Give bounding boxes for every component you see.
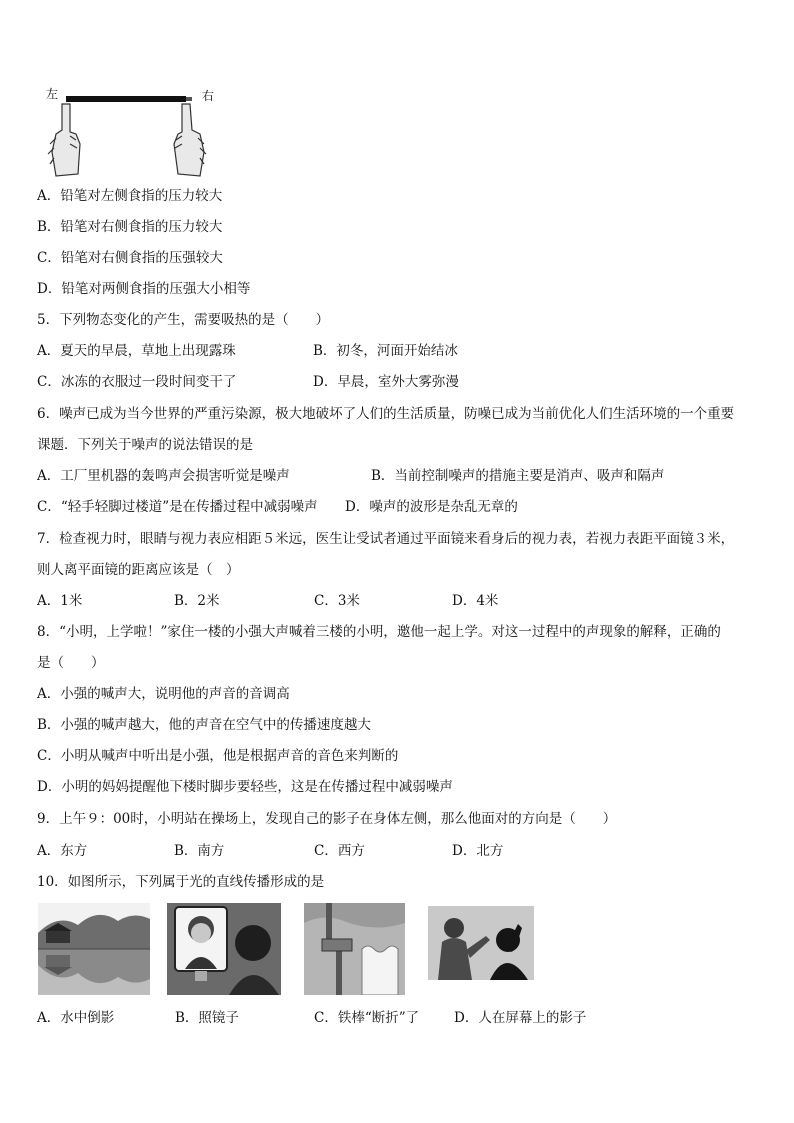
- q4-option-b: B．铅笔对右侧食指的压力较大: [37, 219, 223, 235]
- q8-option-d: D．小明的妈妈提醒他下楼时脚步要轻些，这是在传播过程中减弱噪声: [37, 779, 453, 795]
- q4-option-a: A．铅笔对左侧食指的压力较大: [37, 188, 223, 204]
- q9-option-d: D．北方: [452, 843, 504, 859]
- q9-option-c: C．西方: [314, 843, 365, 859]
- water-reflection-image: [38, 903, 150, 995]
- q5-option-c: C．冰冻的衣服过一段时间变干了: [37, 374, 237, 390]
- q8-option-a: A．小强的喊声大，说明他的声音的音调高: [37, 686, 290, 702]
- bent-rod-image: [304, 903, 405, 995]
- mirror-image: [167, 903, 281, 995]
- q6-option-c: C．“轻手轻脚过楼道”是在传播过程中减弱噪声: [37, 499, 318, 515]
- q5-option-a: A．夏天的早晨，草地上出现露珠: [37, 343, 236, 359]
- q7-stem-1: 7．检查视力时，眼睛与视力表应相距５米远，医生让受试者通过平面镜来看身后的视力表，若视力表距平面镜３米，: [37, 531, 735, 547]
- shadow-on-screen-image: [428, 906, 534, 980]
- label-right: 右: [202, 89, 215, 103]
- q4-option-d: D．铅笔对两侧食指的压强大小相等: [37, 281, 251, 297]
- pencil-fingers-figure: [40, 82, 230, 178]
- left-hand-icon: [48, 104, 80, 176]
- q8-stem-2: 是（ ）: [37, 655, 105, 671]
- q5-stem: 5．下列物态变化的产生，需要吸热的是（ ）: [37, 312, 330, 328]
- q7-option-d: D．4米: [452, 593, 499, 609]
- q9-stem: 9．上午９：00时，小明站在操场上，发现自己的影子在身体左侧，那么他面对的方向是（ ）: [37, 811, 617, 827]
- q10-option-c: C．铁棒“断折”了: [314, 1010, 420, 1026]
- q5-option-d: D．早晨，室外大雾弥漫: [313, 374, 459, 390]
- q7-stem-2: 则人离平面镜的距离应该是（ ）: [37, 562, 240, 578]
- pencil-icon: [66, 96, 186, 102]
- q6-option-d: D．噪声的波形是杂乱无章的: [345, 499, 518, 515]
- q6-stem-1: 6．噪声已成为当今世界的严重污染源，极大地破坏了人们的生活质量，防噪已成为当前优化人们生活环境的一个重要: [37, 406, 735, 422]
- q8-option-c: C．小明从喊声中听出是小强，他是根据声音的音色来判断的: [37, 748, 399, 764]
- q8-stem-1: 8．“小明，上学啦！”家住一楼的小强大声喊着三楼的小明，邀他一起上学。对这一过程中的声现象的解释，正确的: [37, 624, 721, 640]
- q6-stem-2: 课题．下列关于噪声的说法错误的是: [37, 437, 253, 453]
- q10-option-a: A．水中倒影: [37, 1010, 115, 1026]
- q4-option-c: C．铅笔对右侧食指的压强较大: [37, 250, 223, 266]
- q10-option-d: D．人在屏幕上的影子: [454, 1010, 587, 1026]
- q7-option-b: B．2米: [174, 593, 220, 609]
- q7-option-a: A．1米: [37, 593, 83, 609]
- q6-option-a: A．工厂里机器的轰鸣声会损害听觉是噪声: [37, 468, 290, 484]
- q9-option-b: B．南方: [174, 843, 225, 859]
- right-hand-icon: [174, 104, 206, 176]
- q5-option-b: B．初冬，河面开始结冰: [313, 343, 458, 359]
- q6-option-b: B．当前控制噪声的措施主要是消声、吸声和隔声: [371, 468, 665, 484]
- q7-option-c: C．3米: [314, 593, 360, 609]
- q10-option-b: B．照镜子: [175, 1010, 239, 1026]
- q9-option-a: A．东方: [37, 843, 88, 859]
- q10-stem: 10．如图所示，下列属于光的直线传播形成的是: [37, 874, 325, 890]
- q8-option-b: B．小强的喊声越大，他的声音在空气中的传播速度越大: [37, 717, 371, 733]
- label-left: 左: [46, 87, 59, 101]
